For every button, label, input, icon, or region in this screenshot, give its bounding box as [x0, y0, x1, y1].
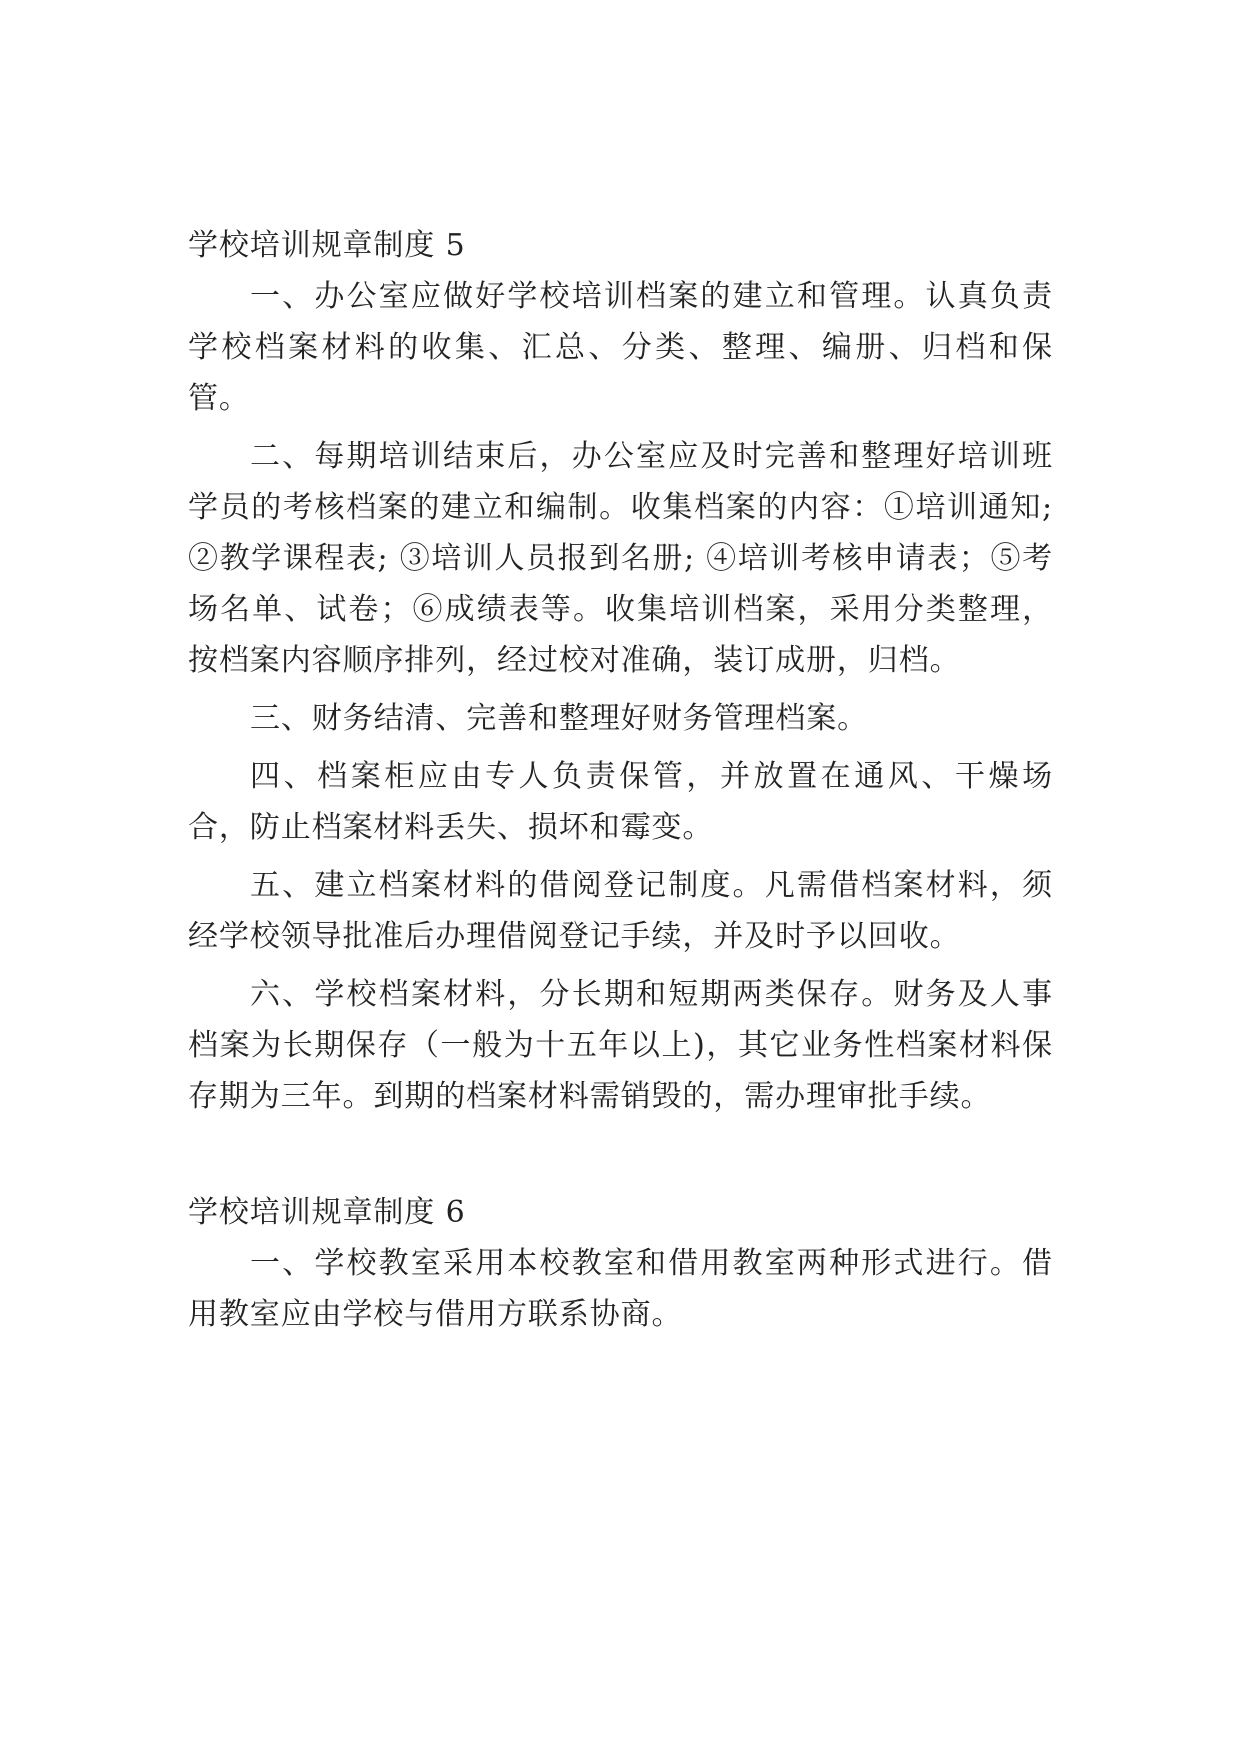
section-regulation-5	[188, 220, 1053, 1122]
section-heading: 学校培训规章制度 6	[188, 1195, 466, 1230]
paragraph: 三、财务结清、完善和整理好财务管理档案。	[250, 701, 868, 736]
paragraph: 二、每期培训结束后，办公室应及时完善和整理好培训班学员的考核档案的建立和编制。收集档案的内容：①培训通知; ②教学课程表; ③培训人员报到名册; ④培训考核申请表；⑤考场名单、试卷；⑥成绩表等。收集培训档案，采用分类整理，按档案内容顺序排列，经过校对准确，装订成册，归档。	[188, 439, 1053, 678]
section-spacer	[188, 1129, 1053, 1187]
paragraph: 四、档案柜应由专人负责保管，并放置在通风、干燥场合，防止档案材料丢失、损坏和霉变。	[188, 759, 1053, 845]
document-body	[188, 220, 1053, 1347]
paragraph: 一、学校教室采用本校教室和借用教室两种形式进行。借用教室应由学校与借用方联系协商。	[188, 1246, 1053, 1332]
section-heading: 学校培训规章制度 5	[188, 228, 466, 263]
section-regulation-6	[188, 1187, 1053, 1340]
paragraph: 一、办公室应做好学校培训档案的建立和管理。认真负责学校档案材料的收集、汇总、分类、整理、编册、归档和保管。	[188, 279, 1053, 416]
paragraph: 六、学校档案材料，分长期和短期两类保存。财务及人事档案为长期保存（一般为十五年以上)，其它业务性档案材料保存期为三年。到期的档案材料需销毁的，需办理审批手续。	[188, 977, 1053, 1114]
paragraph: 五、建立档案材料的借阅登记制度。凡需借档案材料，须经学校领导批准后办理借阅登记手续，并及时予以回收。	[188, 868, 1053, 954]
